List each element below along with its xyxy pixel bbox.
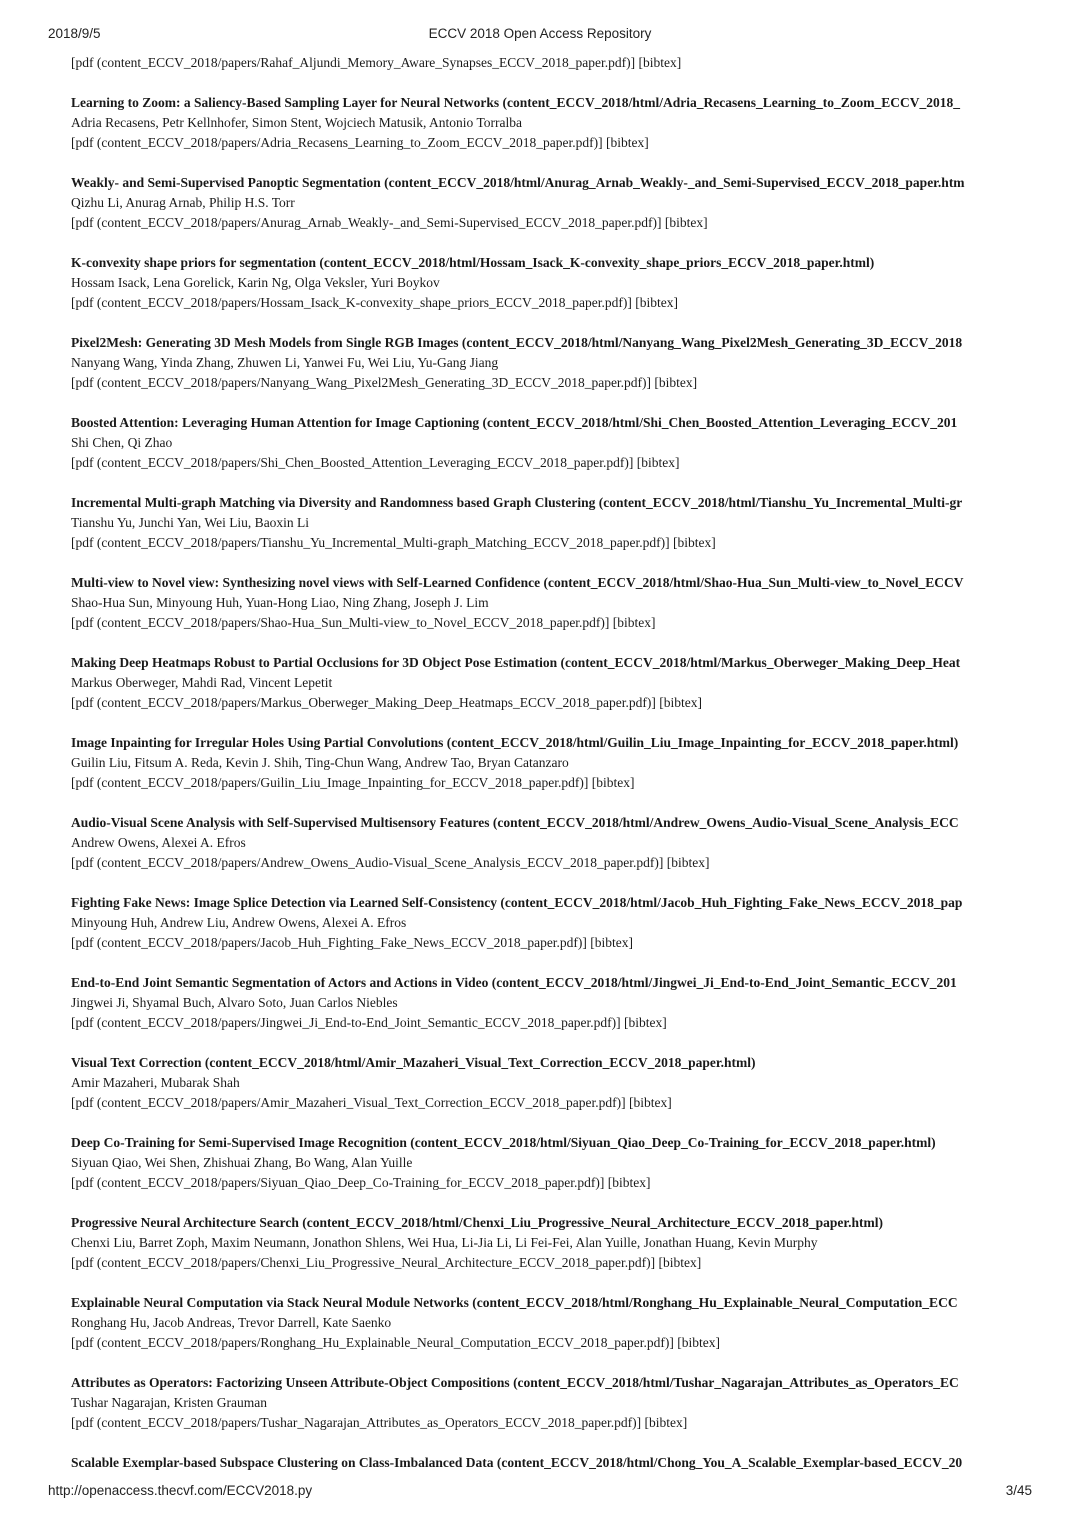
paper-authors: Shao-Hua Sun, Minyoung Huh, Yuan-Hong Liao, Ning Zhang, Joseph J. Lim xyxy=(71,595,489,610)
paper-links[interactable]: [pdf (content_ECCV_2018/papers/Adria_Recasens_Learning_to_Zoom_ECCV_2018_paper.pdf)] [bibtex] xyxy=(71,135,649,150)
paper-entry xyxy=(71,733,1032,793)
paper-title-link[interactable]: Deep Co-Training for Semi-Supervised Image Recognition (content_ECCV_2018/html/Siyuan_Qiao_Deep_Co-Training_for_ECCV_2018_paper.html) xyxy=(71,1135,936,1150)
paper-authors: Ronghang Hu, Jacob Andreas, Trevor Darrell, Kate Saenko xyxy=(71,1315,392,1330)
paper-title-link[interactable]: Explainable Neural Computation via Stack Neural Module Networks (content_ECCV_2018/html/Ronghang_Hu_Explainable_Neural_Computation_ECC xyxy=(71,1295,958,1310)
paper-entry xyxy=(71,253,1032,313)
paper-title-link[interactable]: K-convexity shape priors for segmentation (content_ECCV_2018/html/Hossam_Isack_K-convexity_shape_priors_ECCV_2018_paper.html) xyxy=(71,255,875,270)
paper-entry xyxy=(71,653,1032,713)
paper-authors: Siyuan Qiao, Wei Shen, Zhishuai Zhang, Bo Wang, Alan Yuille xyxy=(71,1155,413,1170)
paper-entry xyxy=(71,1053,1032,1113)
paper-title-link[interactable]: Attributes as Operators: Factorizing Unseen Attribute-Object Compositions (content_ECCV_2018/html/Tushar_Nagarajan_Attributes_as_Operators_EC xyxy=(71,1375,959,1390)
paper-links[interactable]: [pdf (content_ECCV_2018/papers/Anurag_Arnab_Weakly-_and_Semi-Supervised_ECCV_2018_paper.pdf)] [bibtex] xyxy=(71,215,708,230)
paper-authors: Jingwei Ji, Shyamal Buch, Alvaro Soto, Juan Carlos Niebles xyxy=(71,995,398,1010)
paper-entry xyxy=(71,333,1032,393)
paper-links[interactable]: [pdf (content_ECCV_2018/papers/Amir_Mazaheri_Visual_Text_Correction_ECCV_2018_paper.pdf)] [bibtex] xyxy=(71,1095,672,1110)
page-number: 3/45 xyxy=(1005,1483,1032,1498)
paper-title-link[interactable]: Making Deep Heatmaps Robust to Partial Occlusions for 3D Object Pose Estimation (content_ECCV_2018/html/Markus_Oberweger_Making_Deep_Heat xyxy=(71,655,961,670)
paper-title-link[interactable]: Visual Text Correction (content_ECCV_2018/html/Amir_Mazaheri_Visual_Text_Correction_ECCV_2018_paper.html) xyxy=(71,1055,756,1070)
paper-title-link[interactable]: Incremental Multi-graph Matching via Diversity and Randomness based Graph Clustering (content_ECCV_2018/html/Tianshu_Yu_Incremental_Multi-gr xyxy=(71,495,963,510)
paper-entry xyxy=(71,493,1032,553)
paper-list xyxy=(71,53,1032,1473)
paper-authors: Tianshu Yu, Junchi Yan, Wei Liu, Baoxin Li xyxy=(71,515,310,530)
paper-title-link[interactable]: Progressive Neural Architecture Search (content_ECCV_2018/html/Chenxi_Liu_Progressive_Neural_Architecture_ECCV_2018_paper.html) xyxy=(71,1215,884,1230)
paper-links[interactable]: [pdf (content_ECCV_2018/papers/Chenxi_Liu_Progressive_Neural_Architecture_ECCV_2018_paper.pdf)] [bibtex] xyxy=(71,1255,702,1270)
paper-links[interactable]: [pdf (content_ECCV_2018/papers/Tianshu_Yu_Incremental_Multi-graph_Matching_ECCV_2018_paper.pdf)] [bibtex] xyxy=(71,535,716,550)
paper-links[interactable]: [pdf (content_ECCV_2018/papers/Guilin_Liu_Image_Inpainting_for_ECCV_2018_paper.pdf)] [bibtex] xyxy=(71,775,635,790)
paper-links[interactable]: [pdf (content_ECCV_2018/papers/Jingwei_Ji_End-to-End_Joint_Semantic_ECCV_2018_paper.pdf)] [bibtex] xyxy=(71,1015,667,1030)
paper-title-link[interactable]: Multi-view to Novel view: Synthesizing novel views with Self-Learned Confidence (content_ECCV_2018/html/Shao-Hua_Sun_Multi-view_to_Novel_ECCV xyxy=(71,575,964,590)
paper-authors: Minyoung Huh, Andrew Liu, Andrew Owens, Alexei A. Efros xyxy=(71,915,407,930)
paper-title-link[interactable]: Learning to Zoom: a Saliency-Based Sampling Layer for Neural Networks (content_ECCV_2018/html/Adria_Recasens_Learning_to_Zoom_ECCV_2018_ xyxy=(71,95,960,110)
paper-authors: Tushar Nagarajan, Kristen Grauman xyxy=(71,1395,267,1410)
paper-entry xyxy=(71,173,1032,233)
paper-authors: Hossam Isack, Lena Gorelick, Karin Ng, Olga Veksler, Yuri Boykov xyxy=(71,275,440,290)
paper-entry xyxy=(71,813,1032,873)
paper-links[interactable]: [pdf (content_ECCV_2018/papers/Nanyang_Wang_Pixel2Mesh_Generating_3D_ECCV_2018_paper.pdf)] [bibtex] xyxy=(71,375,698,390)
paper-authors: Qizhu Li, Anurag Arnab, Philip H.S. Torr xyxy=(71,195,295,210)
paper-entry xyxy=(71,1293,1032,1353)
paper-entry xyxy=(71,413,1032,473)
print-footer xyxy=(48,1483,1032,1503)
paper-authors: Andrew Owens, Alexei A. Efros xyxy=(71,835,246,850)
paper-authors: Chenxi Liu, Barret Zoph, Maxim Neumann, Jonathon Shlens, Wei Hua, Li-Jia Li, Li Fei-Fei, Alan Yuille, Jonathan Huang, Kevin Murphy xyxy=(71,1235,818,1250)
paper-links[interactable]: [pdf (content_ECCV_2018/papers/Andrew_Owens_Audio-Visual_Scene_Analysis_ECCV_2018_paper.pdf)] [bibtex] xyxy=(71,855,710,870)
paper-title-link[interactable]: End-to-End Joint Semantic Segmentation of Actors and Actions in Video (content_ECCV_2018/html/Jingwei_Ji_End-to-End_Joint_Semantic_ECCV_201 xyxy=(71,975,957,990)
print-header xyxy=(48,26,1032,46)
paper-entry xyxy=(71,573,1032,633)
paper-title-link[interactable]: Boosted Attention: Leveraging Human Attention for Image Captioning (content_ECCV_2018/html/Shi_Chen_Boosted_Attention_Leveraging_ECCV_201 xyxy=(71,415,958,430)
paper-entry xyxy=(71,93,1032,153)
paper-entry xyxy=(71,1213,1032,1273)
page-url: http://openaccess.thecvf.com/ECCV2018.py xyxy=(48,1483,313,1498)
paper-title-link[interactable]: Scalable Exemplar-based Subspace Clustering on Class-Imbalanced Data (content_ECCV_2018/html/Chong_You_A_Scalable_Exemplar-based_ECCV_20 xyxy=(71,1455,963,1470)
paper-entries xyxy=(71,93,1032,1433)
paper-title-link[interactable]: Pixel2Mesh: Generating 3D Mesh Models from Single RGB Images (content_ECCV_2018/html/Nanyang_Wang_Pixel2Mesh_Generating_3D_ECCV_2018 xyxy=(71,335,963,350)
page-title: ECCV 2018 Open Access Repository xyxy=(428,26,652,41)
paper-entry xyxy=(71,1133,1032,1193)
paper-title-link[interactable]: Audio-Visual Scene Analysis with Self-Supervised Multisensory Features (content_ECCV_2018/html/Andrew_Owens_Audio-Visual_Scene_Analysis_ECC xyxy=(71,815,959,830)
paper-authors: Nanyang Wang, Yinda Zhang, Zhuwen Li, Yanwei Fu, Wei Liu, Yu-Gang Jiang xyxy=(71,355,499,370)
paper-entry xyxy=(71,1373,1032,1433)
paper-links[interactable]: [pdf (content_ECCV_2018/papers/Rahaf_Aljundi_Memory_Aware_Synapses_ECCV_2018_paper.pdf)] [bibtex] xyxy=(71,55,682,70)
paper-links[interactable]: [pdf (content_ECCV_2018/papers/Jacob_Huh_Fighting_Fake_News_ECCV_2018_paper.pdf)] [bibtex] xyxy=(71,935,634,950)
paper-links[interactable]: [pdf (content_ECCV_2018/papers/Shi_Chen_Boosted_Attention_Leveraging_ECCV_2018_paper.pdf)] [bibtex] xyxy=(71,455,680,470)
paper-entry xyxy=(71,973,1032,1033)
paper-title-link[interactable]: Fighting Fake News: Image Splice Detection via Learned Self-Consistency (content_ECCV_2018/html/Jacob_Huh_Fighting_Fake_News_ECCV_2018_pap xyxy=(71,895,963,910)
paper-authors: Amir Mazaheri, Mubarak Shah xyxy=(71,1075,240,1090)
paper-title-link[interactable]: Weakly- and Semi-Supervised Panoptic Segmentation (content_ECCV_2018/html/Anurag_Arnab_Weakly-_and_Semi-Supervised_ECCV_2018_paper.htm xyxy=(71,175,965,190)
paper-entry xyxy=(71,893,1032,953)
paper-links[interactable]: [pdf (content_ECCV_2018/papers/Tushar_Nagarajan_Attributes_as_Operators_ECCV_2018_paper.pdf)] [bibtex] xyxy=(71,1415,688,1430)
paper-title-link[interactable]: Image Inpainting for Irregular Holes Using Partial Convolutions (content_ECCV_2018/html/Guilin_Liu_Image_Inpainting_for_ECCV_2018_paper.html) xyxy=(71,735,959,750)
print-date: 2018/9/5 xyxy=(48,26,101,41)
paper-authors: Markus Oberweger, Mahdi Rad, Vincent Lepetit xyxy=(71,675,333,690)
paper-links[interactable]: [pdf (content_ECCV_2018/papers/Shao-Hua_Sun_Multi-view_to_Novel_ECCV_2018_paper.pdf)] [bibtex] xyxy=(71,615,656,630)
paper-authors: Shi Chen, Qi Zhao xyxy=(71,435,173,450)
paper-links[interactable]: [pdf (content_ECCV_2018/papers/Markus_Oberweger_Making_Deep_Heatmaps_ECCV_2018_paper.pdf)] [bibtex] xyxy=(71,695,702,710)
paper-links[interactable]: [pdf (content_ECCV_2018/papers/Siyuan_Qiao_Deep_Co-Training_for_ECCV_2018_paper.pdf)] [bibtex] xyxy=(71,1175,651,1190)
paper-authors: Adria Recasens, Petr Kellnhofer, Simon Stent, Wojciech Matusik, Antonio Torralba xyxy=(71,115,522,130)
paper-links[interactable]: [pdf (content_ECCV_2018/papers/Hossam_Isack_K-convexity_shape_priors_ECCV_2018_paper.pdf)] [bibtex] xyxy=(71,295,678,310)
paper-links[interactable]: [pdf (content_ECCV_2018/papers/Ronghang_Hu_Explainable_Neural_Computation_ECCV_2018_paper.pdf)] [bibtex] xyxy=(71,1335,720,1350)
paper-authors: Guilin Liu, Fitsum A. Reda, Kevin J. Shih, Ting-Chun Wang, Andrew Tao, Bryan Catanzaro xyxy=(71,755,569,770)
